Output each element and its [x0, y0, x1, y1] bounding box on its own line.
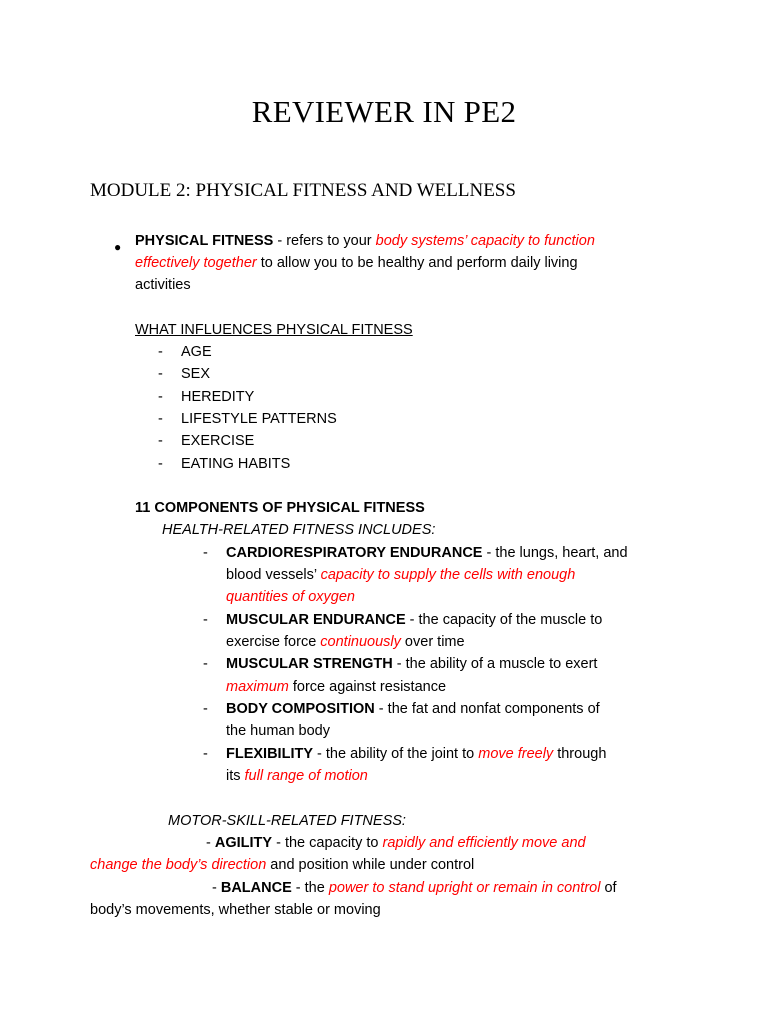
dash: -	[158, 456, 163, 472]
component-term: MUSCULAR STRENGTH	[226, 656, 393, 672]
component-agility-line-2	[90, 854, 474, 876]
definition-line-2	[135, 252, 578, 274]
definition-text: to allow you to be healthy and perform daily living	[256, 255, 578, 271]
component-highlight: rapidly and efficiently move and	[382, 835, 586, 851]
component-highlight: quantities of oxygen	[226, 589, 355, 605]
component-body-comp-line-2	[226, 720, 330, 742]
component-strength-line-2	[226, 676, 446, 698]
module-heading: MODULE 2: PHYSICAL FITNESS AND WELLNESS	[90, 180, 516, 201]
dash: -	[158, 411, 163, 427]
component-text: blood vessels’	[226, 567, 321, 583]
component-highlight: power to stand upright or remain in control	[328, 880, 601, 896]
component-highlight: full range of motion	[244, 768, 368, 784]
component-term: BODY COMPOSITION	[226, 701, 375, 717]
influences-heading: WHAT INFLUENCES PHYSICAL FITNESS	[135, 322, 413, 338]
component-text: body’s movements, whether stable or moving	[90, 902, 381, 918]
dash: -	[158, 344, 163, 360]
definition-text: - refers to your	[273, 233, 376, 249]
influence-item: AGE	[181, 344, 212, 360]
influence-item: LIFESTYLE PATTERNS	[181, 411, 337, 427]
component-text: force against resistance	[288, 679, 447, 695]
motor-skill-heading: MOTOR-SKILL-RELATED FITNESS:	[168, 813, 406, 829]
component-cardio-line-3	[226, 586, 355, 608]
influence-item: EXERCISE	[181, 433, 255, 449]
definition-text: activities	[135, 277, 191, 293]
health-related-heading: HEALTH-RELATED FITNESS INCLUDES:	[162, 522, 436, 538]
component-text: - the lungs, heart, and	[482, 545, 628, 561]
component-highlight: maximum	[226, 679, 289, 695]
component-term: FLEXIBILITY	[226, 746, 313, 762]
component-term: MUSCULAR ENDURANCE	[226, 612, 406, 628]
dash: -	[203, 701, 208, 717]
definition-term: PHYSICAL FITNESS	[135, 233, 274, 249]
dash: -	[212, 880, 221, 896]
bullet-icon: ●	[114, 240, 122, 254]
components-heading: 11 COMPONENTS OF PHYSICAL FITNESS	[135, 500, 425, 516]
component-text: over time	[400, 634, 465, 650]
component-text: - the ability of a muscle to exert	[392, 656, 598, 672]
dash: -	[206, 835, 215, 851]
component-text: - the	[291, 880, 329, 896]
component-term: CARDIORESPIRATORY ENDURANCE	[226, 545, 483, 561]
dash: -	[158, 389, 163, 405]
dash: -	[203, 545, 208, 561]
component-text: - the fat and nonfat components of	[374, 701, 600, 717]
dash: -	[158, 366, 163, 382]
component-endurance-line-1	[226, 609, 602, 631]
influence-item: EATING HABITS	[181, 456, 291, 472]
component-flexibility-line-2	[226, 765, 368, 787]
component-text: and position while under control	[266, 857, 475, 873]
dash: -	[158, 433, 163, 449]
definition-line-1	[135, 230, 595, 252]
component-text: of	[600, 880, 617, 896]
component-text: - the capacity to	[272, 835, 383, 851]
component-highlight: capacity to supply the cells with enough	[320, 567, 576, 583]
definition-highlight: body systems’ capacity to function	[375, 233, 595, 249]
component-cardio-line-2	[226, 564, 575, 586]
component-endurance-line-2	[226, 631, 465, 653]
component-text: - the ability of the joint to	[313, 746, 479, 762]
component-cardio-line-1	[226, 542, 628, 564]
document-title: REVIEWER IN PE2	[251, 94, 517, 129]
dash: -	[203, 656, 208, 672]
component-balance-line-1	[212, 877, 617, 899]
influence-item: SEX	[181, 366, 211, 382]
component-flexibility-line-1	[226, 743, 606, 765]
dash: -	[203, 746, 208, 762]
component-body-comp-line-1	[226, 698, 600, 720]
definition-line-3	[135, 274, 191, 296]
component-highlight: continuously	[320, 634, 401, 650]
component-highlight: change the body’s direction	[90, 857, 267, 873]
component-text: the human body	[226, 723, 330, 739]
component-text: through	[553, 746, 607, 762]
component-term: AGILITY	[214, 835, 273, 851]
component-text: its	[226, 768, 245, 784]
dash: -	[203, 612, 208, 628]
influence-item: HEREDITY	[181, 389, 255, 405]
component-text: exercise force	[226, 634, 321, 650]
component-term: BALANCE	[220, 880, 292, 896]
component-agility-line-1	[206, 832, 586, 854]
component-strength-line-1	[226, 653, 597, 675]
component-balance-line-2	[90, 899, 381, 921]
component-text: - the capacity of the muscle to	[405, 612, 603, 628]
definition-highlight: effectively together	[135, 255, 257, 271]
component-highlight: move freely	[478, 746, 554, 762]
